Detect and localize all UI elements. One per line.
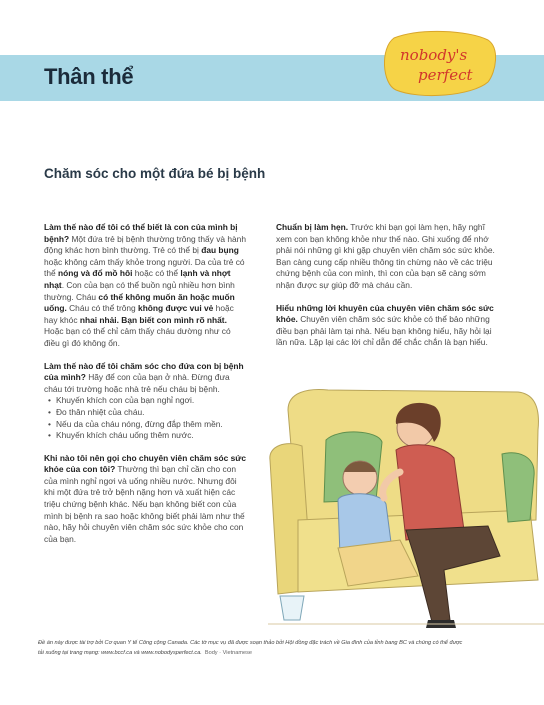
nobodys-perfect-logo — [380, 30, 498, 98]
logo-text-line1: nobody's — [400, 46, 468, 64]
paragraph-recognize-illness: Làm thế nào để tôi có thể biết là con của mình bị bệnh? Một đứa trẻ bị bệnh thường trông thấy và hành động khác hơn bình thường. Trẻ có thể bị đau bụng hoặc không cảm thấy khỏe trong người. Da của trẻ có thể nóng và đổ mồ hôi hoặc có thể lạnh và nhợt nhạt. Con của bạn có thể buồn ngủ nhiều hơn bình thường. Cháu có thể không muốn ăn hoặc muốn uống. Cháu có thể trông không được vui vẻ hoặc hay khóc nhai nhải. Bạn biết con mình rõ nhất. Hoặc bạn có thể chỉ cảm thấy cháu dường như có điều gì đó không ổn. — [44, 222, 246, 348]
list-item: • Khuyến khích cháu uống thêm nước. — [50, 430, 248, 442]
footer-language: Body · Vietnamese — [204, 650, 253, 656]
paragraph-when-to-call: Khi nào tôi nên gọi cho chuyên viên chăm sóc sức khỏe của con tôi? Thường thì bạn chỉ cần cho con của mình nghỉ ngơi và uống nhiều nước. Nhưng đôi khi một đứa trẻ trở bệnh nặng hơn và xuất hiện các triệu chứng bệnh khác. Nếu bạn không biết con của mình bị bệnh ra sao hoặc không biết phải làm như thế nào, hãy hỏi chuyên viên chăm sóc sức khỏe cho con của bạn. — [44, 452, 246, 544]
list-item: • Nếu da của cháu nóng, đừng đắp thêm mền. — [50, 419, 248, 431]
care-tips-list — [44, 395, 248, 441]
mother-child-sofa-illustration — [268, 380, 544, 630]
paragraph-understand-advice: Hiểu những lời khuyên của chuyên viên chăm sóc sức khỏe. Chuyên viên chăm sóc sức khỏe có thể bảo những điều bạn phải làm tại nhà. Nếu bạn không hiểu, hãy hỏi lại lần nữa. Lặp lại các lời chỉ dẫn để chắc chắn là bạn hiểu. — [276, 302, 494, 348]
list-item: • Đo thân nhiệt của cháu. — [50, 407, 248, 419]
left-column — [44, 222, 248, 556]
footer-line2: tải xuống tại trang mạng: www.bccf.ca và www.nobodysperfect.ca. — [38, 650, 202, 656]
footer-credits — [38, 638, 504, 658]
right-column — [276, 222, 498, 360]
footer-line1: Đề án này được tài trợ bởi Cơ quan Y tế Công cộng Canada. Các tờ mục vụ đã được soạn thảo bởi Hội đồng đặc trách về Gia đình của tỉnh bang BC và chúng có thể được — [38, 640, 463, 646]
section-subtitle: Chăm sóc cho một đứa bé bị bệnh — [44, 166, 266, 181]
list-item: • Khuyến khích con của bạn nghỉ ngơi. — [50, 395, 248, 407]
page-title: Thân thể — [44, 64, 134, 89]
paragraph-prepare-appointment: Chuẩn bị làm hẹn. Trước khi bạn gọi làm hẹn, hãy nghĩ xem con bạn không khỏe như thế nào. Ghi xuống để nhớ phải nói những gì khi gặp chuyên viên chăm sóc sức khỏe. Bạn càng cung cấp nhiều thông tin chừng nào về các triệu chứng bệnh của con mình, thì con của bạn sẽ càng sớm nhận được sự giúp đỡ mà cháu cần. — [276, 222, 495, 290]
paragraph-care-sick-child: Làm thế nào để tôi chăm sóc cho đứa con bị bệnh của mình? Hãy để con của bạn ở nhà. Đừng đưa cháu tới trường hoặc nhà trẻ nếu cháu bị bệnh. — [44, 360, 244, 394]
logo-text-line2: perfect — [418, 66, 473, 84]
